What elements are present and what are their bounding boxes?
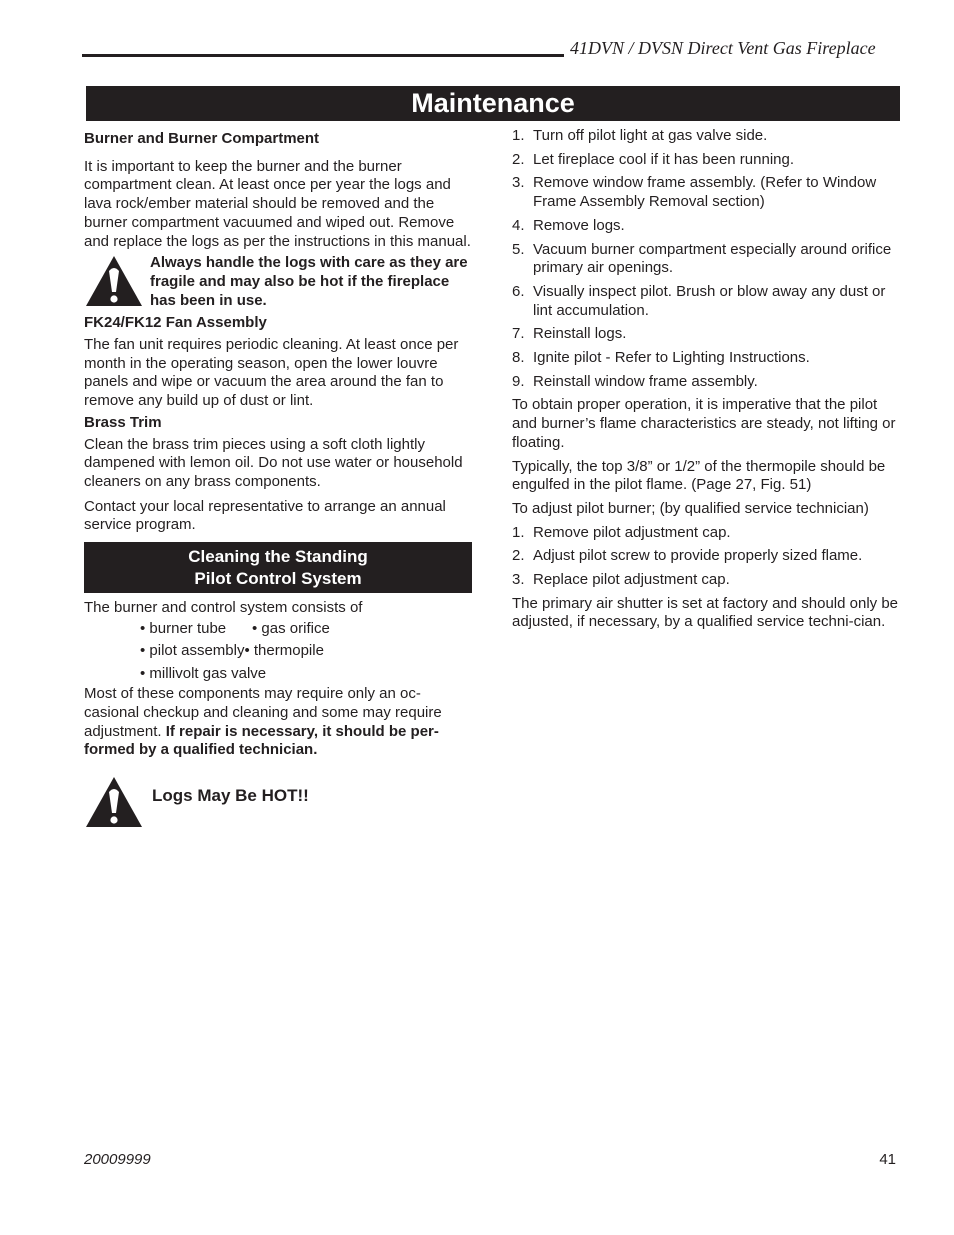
component-list [84,618,472,686]
brass-text: Clean the brass trim pieces using a soft cloth lightly dampened with lemon oil. Do not use water or household cleaners on any brass components. [84,435,463,490]
adjust-intro-text: To adjust pilot burner; (by qualified service technician) [512,499,869,517]
header-rule [82,54,564,57]
step-number: 9. [512,372,525,390]
step-text: Adjust pilot screw to provide properly sized flame. [533,547,863,565]
list-item [512,127,898,146]
logs-warning-text: Always handle the logs with care as they are fragile and may also be hot if the fireplace has been in use. [150,254,468,309]
list-item [512,241,898,278]
component-gas-orifice: gas orifice [261,619,330,637]
step-text: Remove pilot adjustment cap. [533,523,731,541]
step-number: 4. [512,216,525,234]
logs-warning [84,254,472,310]
logs-hot-warning [84,775,472,829]
logs-hot-label: Logs May Be HOT!! [152,786,309,806]
warning-icon [84,254,144,308]
fan-heading: FK24/FK12 Fan Assembly [84,314,267,332]
component-pilot-assembly: pilot assembly [149,642,245,660]
list-item: • pilot assembly• thermopile [140,642,324,660]
step-number: 6. [512,282,525,300]
burner-heading: Burner and Burner Compartment [84,130,320,147]
cleaning-steps-list [512,127,898,391]
list-item: • burner tube • gas orifice [140,619,330,637]
component-millivolt-gas-valve: millivolt gas valve [149,664,267,682]
checkup-text [84,685,472,760]
checkup-text-bold: If repair is necessary, it should be per-formed by a qualified technician. [84,722,439,759]
pilot-banner-line-1: Cleaning the Standing [188,547,368,567]
document-title: 41DVN / DVSN Direct Vent Gas Fireplace [570,38,876,58]
step-text: Turn off pilot light at gas valve side. [533,127,768,144]
brass-heading: Brass Trim [84,413,162,431]
air-shutter-text: The primary air shutter is set at factory and should only be adjusted, if necessary, by a qualified service techni-cian. [512,594,899,631]
step-number: 8. [512,349,525,367]
step-number: 1. [512,523,525,541]
contact-text: Contact your local representative to arrange an annual service program. [84,497,446,534]
list-item [512,524,898,543]
step-number: 5. [512,240,525,258]
step-text: Reinstall window frame assembly. [533,372,758,390]
list-item [512,571,898,590]
right-column [512,127,898,632]
checkup-text-normal: Most of these components may require only an oc-casional checkup and cleaning and some may require adjustment. [84,685,442,740]
consists-text: The burner and control system consists of [84,599,363,617]
adjust-steps-list [512,524,898,590]
fan-text: The fan unit requires periodic cleaning. At least once per month in the operating season, open the lower louvre panels and wipe or vacuum the area around the fan to remove any build up of dust or lint. [84,336,459,410]
step-text: Remove window frame assembly. (Refer to Window Frame Assembly Removal section) [533,174,877,211]
step-number: 2. [512,547,525,565]
list-item [512,547,898,566]
step-number: 2. [512,150,525,168]
pilot-banner-line-2: Pilot Control System [194,569,362,589]
step-text: Ignite pilot - Refer to Lighting Instructions. [533,349,810,367]
step-text: Reinstall logs. [533,325,627,343]
document-number: 20009999 [84,1151,151,1168]
thermopile-text: Typically, the top 3/8” or 1/2” of the thermopile should be engulfed in the pilot flame. (Page 27, Fig. 51) [512,457,886,494]
list-item [512,151,898,170]
step-text: Replace pilot adjustment cap. [533,571,730,589]
left-column [84,130,472,829]
proper-operation-text: To obtain proper operation, it is imperative that the pilot and burner’s flame characteristics are steady, not lifting or floating. [512,396,896,451]
pilot-section-banner [84,542,472,593]
component-burner-tube: burner tube [149,619,227,637]
step-number: 7. [512,325,525,343]
step-text: Vacuum burner compartment especially around orifice primary air openings. [533,240,892,277]
page-title: Maintenance [86,86,900,121]
list-item [512,373,898,392]
list-item [512,325,898,344]
list-item: • millivolt gas valve [140,664,267,682]
list-item [512,217,898,236]
step-text: Visually inspect pilot. Brush or blow away any dust or lint accumulation. [533,282,886,319]
burner-text: It is important to keep the burner and the burner compartment clean. At least once per year the logs and lava rock/ember material should be removed and the burner compartment vacuumed and wiped out. Remove and replace the logs as per the instructions in this manual. [84,157,471,250]
list-item [512,349,898,368]
warning-icon [84,775,144,829]
step-text: Let fireplace cool if it has been running. [533,150,794,168]
step-text: Remove logs. [533,216,625,234]
step-number: 3. [512,174,525,192]
page-number: 41 [879,1151,896,1168]
component-thermopile: thermopile [253,642,324,660]
list-item [512,283,898,320]
step-number: 3. [512,571,525,589]
step-number: 1. [512,127,525,144]
list-item [512,174,898,211]
